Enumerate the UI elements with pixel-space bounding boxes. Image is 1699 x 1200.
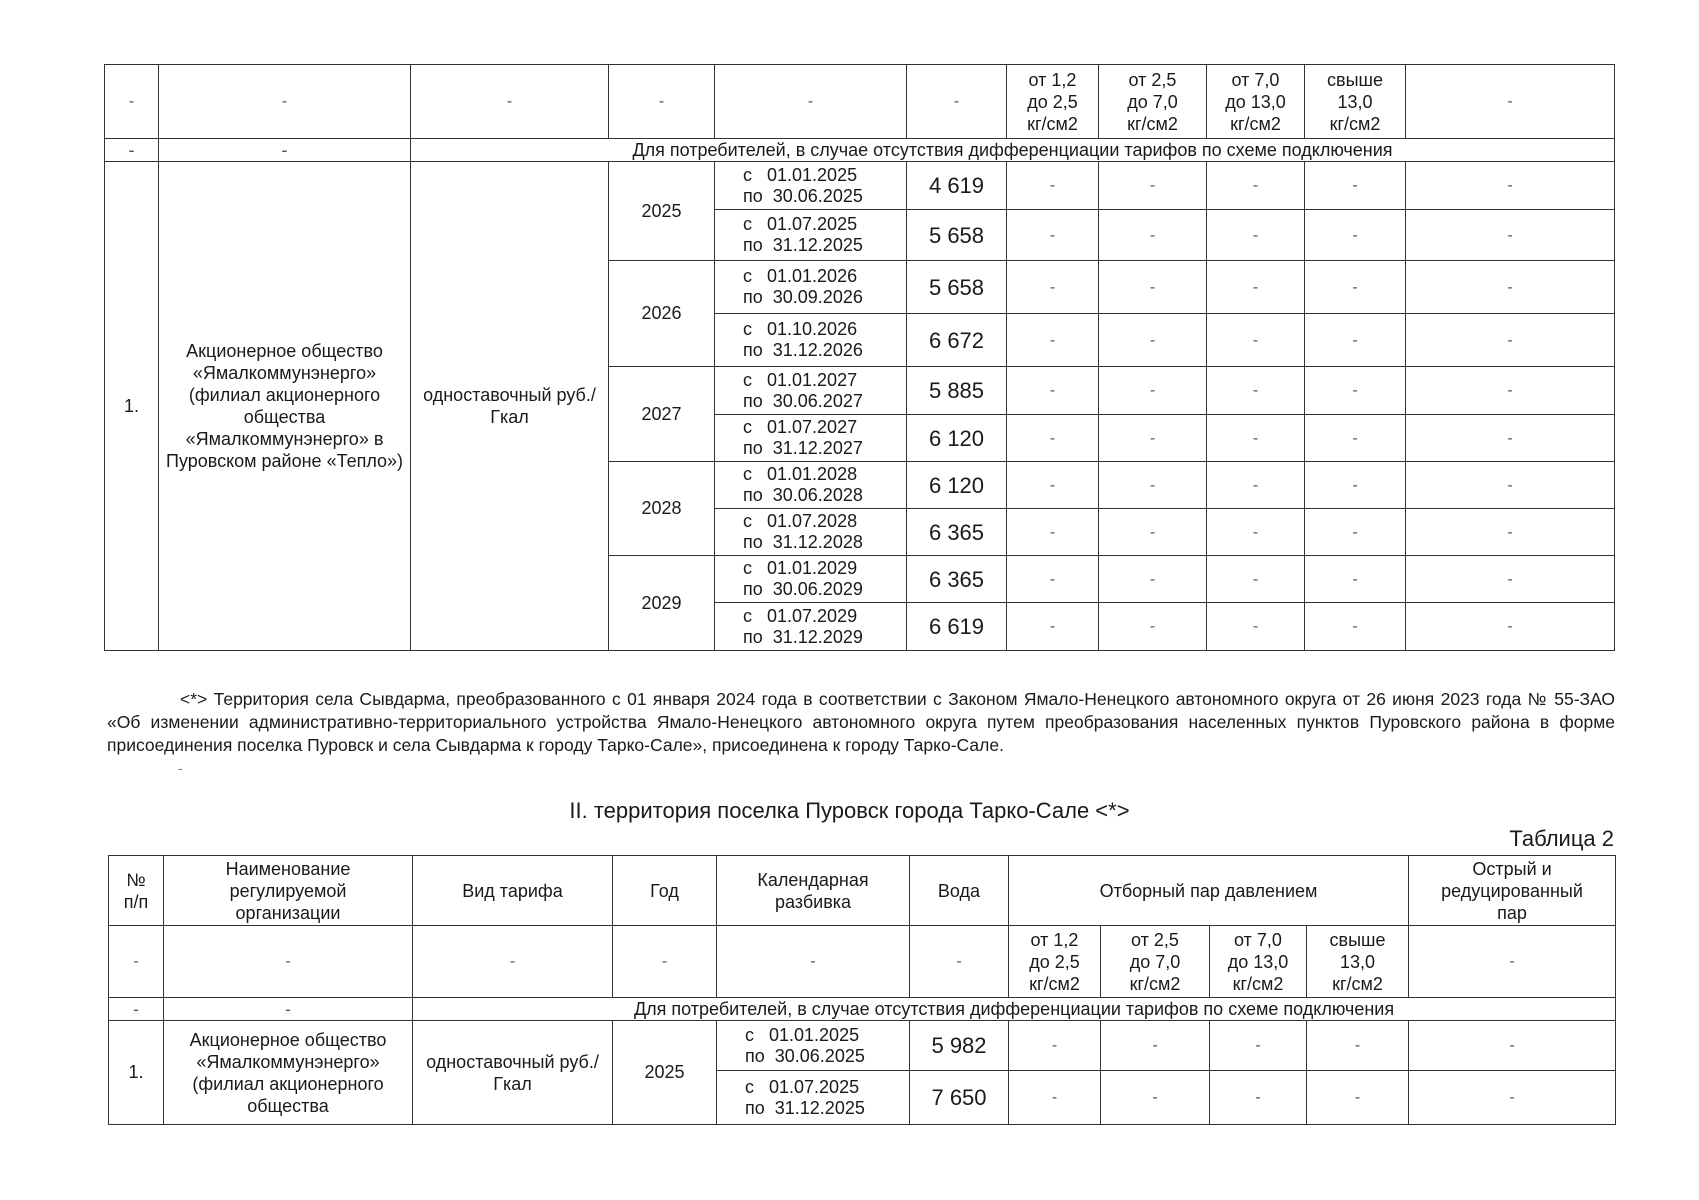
dash-cell: - bbox=[613, 926, 717, 998]
dash-cell: - bbox=[1406, 556, 1615, 603]
period-to: по 30.06.2025 bbox=[743, 185, 863, 206]
calendar-period bbox=[715, 162, 907, 210]
dash-cell: - bbox=[1099, 261, 1207, 314]
dash-cell: - bbox=[1307, 1021, 1409, 1071]
dash-cell: - bbox=[1007, 462, 1099, 509]
tariff-table-2 bbox=[108, 855, 1616, 1125]
calendar-period bbox=[715, 462, 907, 509]
dash-cell: - bbox=[1007, 210, 1099, 261]
dash-cell: - bbox=[1207, 462, 1305, 509]
dash-cell: - bbox=[1007, 603, 1099, 651]
table-row bbox=[105, 162, 1615, 210]
dash-cell: - bbox=[715, 65, 907, 139]
header-year: Год bbox=[613, 856, 717, 926]
period-from: с 01.01.2026 bbox=[743, 266, 858, 286]
organization-name: Акционерное общество «Ямалкоммунэнерго» (филиал акционерного общества bbox=[164, 1021, 413, 1125]
dash-cell: - bbox=[1307, 1071, 1409, 1125]
dash-cell: - bbox=[164, 926, 413, 998]
dash-cell: - bbox=[1207, 509, 1305, 556]
dash-cell: - bbox=[1099, 556, 1207, 603]
dash-cell: - bbox=[1406, 603, 1615, 651]
dash-cell: - bbox=[1207, 367, 1305, 415]
dash-cell: - bbox=[1305, 367, 1406, 415]
pressure-header-4: свыше 13,0 кг/см2 bbox=[1307, 926, 1409, 998]
period-from: с 01.01.2028 bbox=[743, 464, 858, 484]
dash-cell: - bbox=[907, 65, 1007, 139]
year-cell: 2025 bbox=[609, 162, 715, 261]
dash-cell: - bbox=[1409, 926, 1616, 998]
dash-cell: - bbox=[1007, 314, 1099, 367]
calendar-period bbox=[715, 415, 907, 462]
dash-cell: - bbox=[1099, 162, 1207, 210]
water-value: 5 658 bbox=[907, 261, 1007, 314]
consumers-note: Для потребителей, в случае отсутствия дифференциации тарифов по схеме подключения bbox=[413, 998, 1616, 1021]
dash-cell: - bbox=[1007, 415, 1099, 462]
stray-mark: - bbox=[178, 760, 183, 776]
dash-cell: - bbox=[105, 65, 159, 139]
dash-cell: - bbox=[159, 139, 411, 162]
water-value: 5 982 bbox=[910, 1021, 1009, 1071]
dash-cell: - bbox=[1207, 556, 1305, 603]
period-to: по 31.12.2025 bbox=[745, 1097, 865, 1118]
row-number: 1. bbox=[105, 162, 159, 651]
dash-cell: - bbox=[1099, 603, 1207, 651]
tariff-type: одноставочный руб./Гкал bbox=[413, 1021, 613, 1125]
dash-cell: - bbox=[1007, 556, 1099, 603]
header-tariff: Вид тарифа bbox=[413, 856, 613, 926]
period-from: с 01.01.2025 bbox=[743, 164, 858, 185]
period-from: с 01.01.2027 bbox=[743, 369, 858, 390]
year-cell: 2028 bbox=[609, 462, 715, 556]
water-value: 6 672 bbox=[907, 314, 1007, 367]
period-from: с 01.07.2025 bbox=[745, 1076, 860, 1097]
period-to: по 30.06.2029 bbox=[743, 579, 863, 599]
calendar-period bbox=[715, 314, 907, 367]
year-cell: 2025 bbox=[613, 1021, 717, 1125]
header-steam: Отборный пар давлением bbox=[1009, 856, 1409, 926]
water-value: 7 650 bbox=[910, 1071, 1009, 1125]
calendar-period bbox=[715, 261, 907, 314]
dash-cell: - bbox=[1305, 314, 1406, 367]
calendar-period bbox=[715, 509, 907, 556]
pressure-header-row bbox=[105, 65, 1615, 139]
period-to: по 30.06.2028 bbox=[743, 485, 863, 505]
organization-name: Акционерное общество «Ямалкоммунэнерго» (филиал акционерного общества «Ямалкоммунэнерго» в Пуровском районе «Тепло») bbox=[159, 162, 411, 651]
dash-cell: - bbox=[1305, 603, 1406, 651]
year-cell: 2027 bbox=[609, 367, 715, 462]
dash-cell: - bbox=[1305, 162, 1406, 210]
tariff-table-1-body bbox=[105, 65, 1615, 651]
dash-cell: - bbox=[109, 926, 164, 998]
dash-cell: - bbox=[1207, 415, 1305, 462]
calendar-period bbox=[715, 603, 907, 651]
water-value: 5 658 bbox=[907, 210, 1007, 261]
period-from: с 01.07.2025 bbox=[743, 214, 858, 234]
consumers-note-row bbox=[105, 139, 1615, 162]
table-row bbox=[109, 1021, 1616, 1071]
period-to: по 30.06.2025 bbox=[745, 1045, 865, 1066]
dash-cell: - bbox=[413, 926, 613, 998]
table-caption: Таблица 2 bbox=[1509, 826, 1614, 851]
dash-cell: - bbox=[1210, 1021, 1307, 1071]
dash-cell: - bbox=[1099, 462, 1207, 509]
period-to: по 30.06.2027 bbox=[743, 390, 863, 411]
dash-cell: - bbox=[1305, 210, 1406, 261]
header-water: Вода bbox=[910, 856, 1009, 926]
dash-cell: - bbox=[1099, 210, 1207, 261]
dash-cell: - bbox=[1207, 162, 1305, 210]
footnote: <*> Территория села Сывдарма, преобразованного с 01 января 2024 года в соответствии с Законом Ямало-Ненецкого автономного округа от 26 июня 2023 года № 55-ЗАО «Об изменении административно-территориального устройства Ямало-Ненецкого автономного округа путем преобразования населенных пунктов Пуровского района в форме присоединения поселка Пуровск и села Сывдарма к городу Тарко-Сале», присоединена к городу Тарко-Сале. bbox=[107, 689, 1615, 755]
dash-cell: - bbox=[1007, 509, 1099, 556]
water-value: 4 619 bbox=[907, 162, 1007, 210]
dash-cell: - bbox=[1207, 261, 1305, 314]
dash-cell: - bbox=[1009, 1071, 1101, 1125]
dash-cell: - bbox=[1099, 367, 1207, 415]
dash-cell: - bbox=[1305, 261, 1406, 314]
dash-cell: - bbox=[1406, 462, 1615, 509]
dash-cell: - bbox=[105, 139, 159, 162]
dash-cell: - bbox=[910, 926, 1009, 998]
pressure-header-3: от 7,0 до 13,0 кг/см2 bbox=[1207, 65, 1305, 139]
dash-cell: - bbox=[1305, 556, 1406, 603]
dash-cell: - bbox=[1406, 261, 1615, 314]
dash-cell: - bbox=[1101, 1071, 1210, 1125]
period-from: с 01.07.2029 bbox=[743, 605, 858, 626]
tariff-table-1 bbox=[104, 64, 1615, 651]
header-org: Наименование регулируемой организации bbox=[164, 856, 413, 926]
header-calendar: Календарная разбивка bbox=[717, 856, 910, 926]
dash-cell: - bbox=[1207, 603, 1305, 651]
pressure-header-1: от 1,2 до 2,5 кг/см2 bbox=[1009, 926, 1101, 998]
dash-cell: - bbox=[1305, 415, 1406, 462]
period-to: по 31.12.2026 bbox=[743, 340, 863, 360]
period-to: по 31.12.2027 bbox=[743, 438, 863, 458]
pressure-header-2: от 2,5 до 7,0 кг/см2 bbox=[1101, 926, 1210, 998]
tariff-table-2-body bbox=[109, 856, 1616, 1125]
pressure-header-3: от 7,0 до 13,0 кг/см2 bbox=[1210, 926, 1307, 998]
water-value: 6 619 bbox=[907, 603, 1007, 651]
dash-cell: - bbox=[1007, 261, 1099, 314]
water-value: 6 365 bbox=[907, 556, 1007, 603]
consumers-note-row bbox=[109, 998, 1616, 1021]
dash-cell: - bbox=[1099, 509, 1207, 556]
dash-cell: - bbox=[1406, 65, 1615, 139]
dash-cell: - bbox=[411, 65, 609, 139]
water-value: 6 120 bbox=[907, 415, 1007, 462]
pressure-header-2: от 2,5 до 7,0 кг/см2 bbox=[1099, 65, 1207, 139]
dash-cell: - bbox=[1305, 509, 1406, 556]
period-to: по 31.12.2029 bbox=[743, 626, 863, 647]
period-to: по 31.12.2025 bbox=[743, 235, 863, 255]
dash-cell: - bbox=[1009, 1021, 1101, 1071]
dash-cell: - bbox=[1101, 1021, 1210, 1071]
section-title: II. территория поселка Пуровск города Тарко-Сале <*> bbox=[569, 798, 1130, 823]
dash-cell: - bbox=[164, 998, 413, 1021]
calendar-period bbox=[715, 367, 907, 415]
dash-cell: - bbox=[1406, 509, 1615, 556]
dash-cell: - bbox=[159, 65, 411, 139]
calendar-period bbox=[717, 1071, 910, 1125]
dash-cell: - bbox=[1007, 367, 1099, 415]
calendar-period bbox=[715, 210, 907, 261]
dash-cell: - bbox=[609, 65, 715, 139]
pressure-header-4: свыше 13,0 кг/см2 bbox=[1305, 65, 1406, 139]
period-from: с 01.01.2025 bbox=[745, 1024, 860, 1045]
dash-cell: - bbox=[109, 998, 164, 1021]
dash-cell: - bbox=[1406, 162, 1615, 210]
period-from: с 01.07.2027 bbox=[743, 417, 858, 437]
dash-cell: - bbox=[1406, 210, 1615, 261]
calendar-period bbox=[717, 1021, 910, 1071]
period-from: с 01.10.2026 bbox=[743, 319, 858, 339]
pressure-header-1: от 1,2 до 2,5 кг/см2 bbox=[1007, 65, 1099, 139]
dash-cell: - bbox=[717, 926, 910, 998]
dash-cell: - bbox=[1305, 462, 1406, 509]
dash-cell: - bbox=[1099, 314, 1207, 367]
table-2-header-row bbox=[109, 856, 1616, 926]
consumers-note: Для потребителей, в случае отсутствия дифференциации тарифов по схеме подключения bbox=[411, 139, 1615, 162]
water-value: 6 365 bbox=[907, 509, 1007, 556]
period-to: по 31.12.2028 bbox=[743, 532, 863, 552]
tariff-type: одноставочный руб./Гкал bbox=[411, 162, 609, 651]
dash-cell: - bbox=[1099, 415, 1207, 462]
pressure-header-row bbox=[109, 926, 1616, 998]
dash-cell: - bbox=[1409, 1021, 1616, 1071]
period-from: с 01.07.2028 bbox=[743, 511, 858, 531]
period-to: по 30.09.2026 bbox=[743, 287, 863, 307]
header-sharp-steam: Острый и редуцированный пар bbox=[1409, 856, 1616, 926]
dash-cell: - bbox=[1406, 314, 1615, 367]
water-value: 6 120 bbox=[907, 462, 1007, 509]
dash-cell: - bbox=[1007, 162, 1099, 210]
year-cell: 2026 bbox=[609, 261, 715, 367]
header-num: № п/п bbox=[109, 856, 164, 926]
water-value: 5 885 bbox=[907, 367, 1007, 415]
year-cell: 2029 bbox=[609, 556, 715, 651]
dash-cell: - bbox=[1207, 210, 1305, 261]
dash-cell: - bbox=[1210, 1071, 1307, 1125]
dash-cell: - bbox=[1409, 1071, 1616, 1125]
dash-cell: - bbox=[1207, 314, 1305, 367]
calendar-period bbox=[715, 556, 907, 603]
dash-cell: - bbox=[1406, 415, 1615, 462]
dash-cell: - bbox=[1406, 367, 1615, 415]
period-from: с 01.01.2029 bbox=[743, 558, 858, 578]
row-number: 1. bbox=[109, 1021, 164, 1125]
